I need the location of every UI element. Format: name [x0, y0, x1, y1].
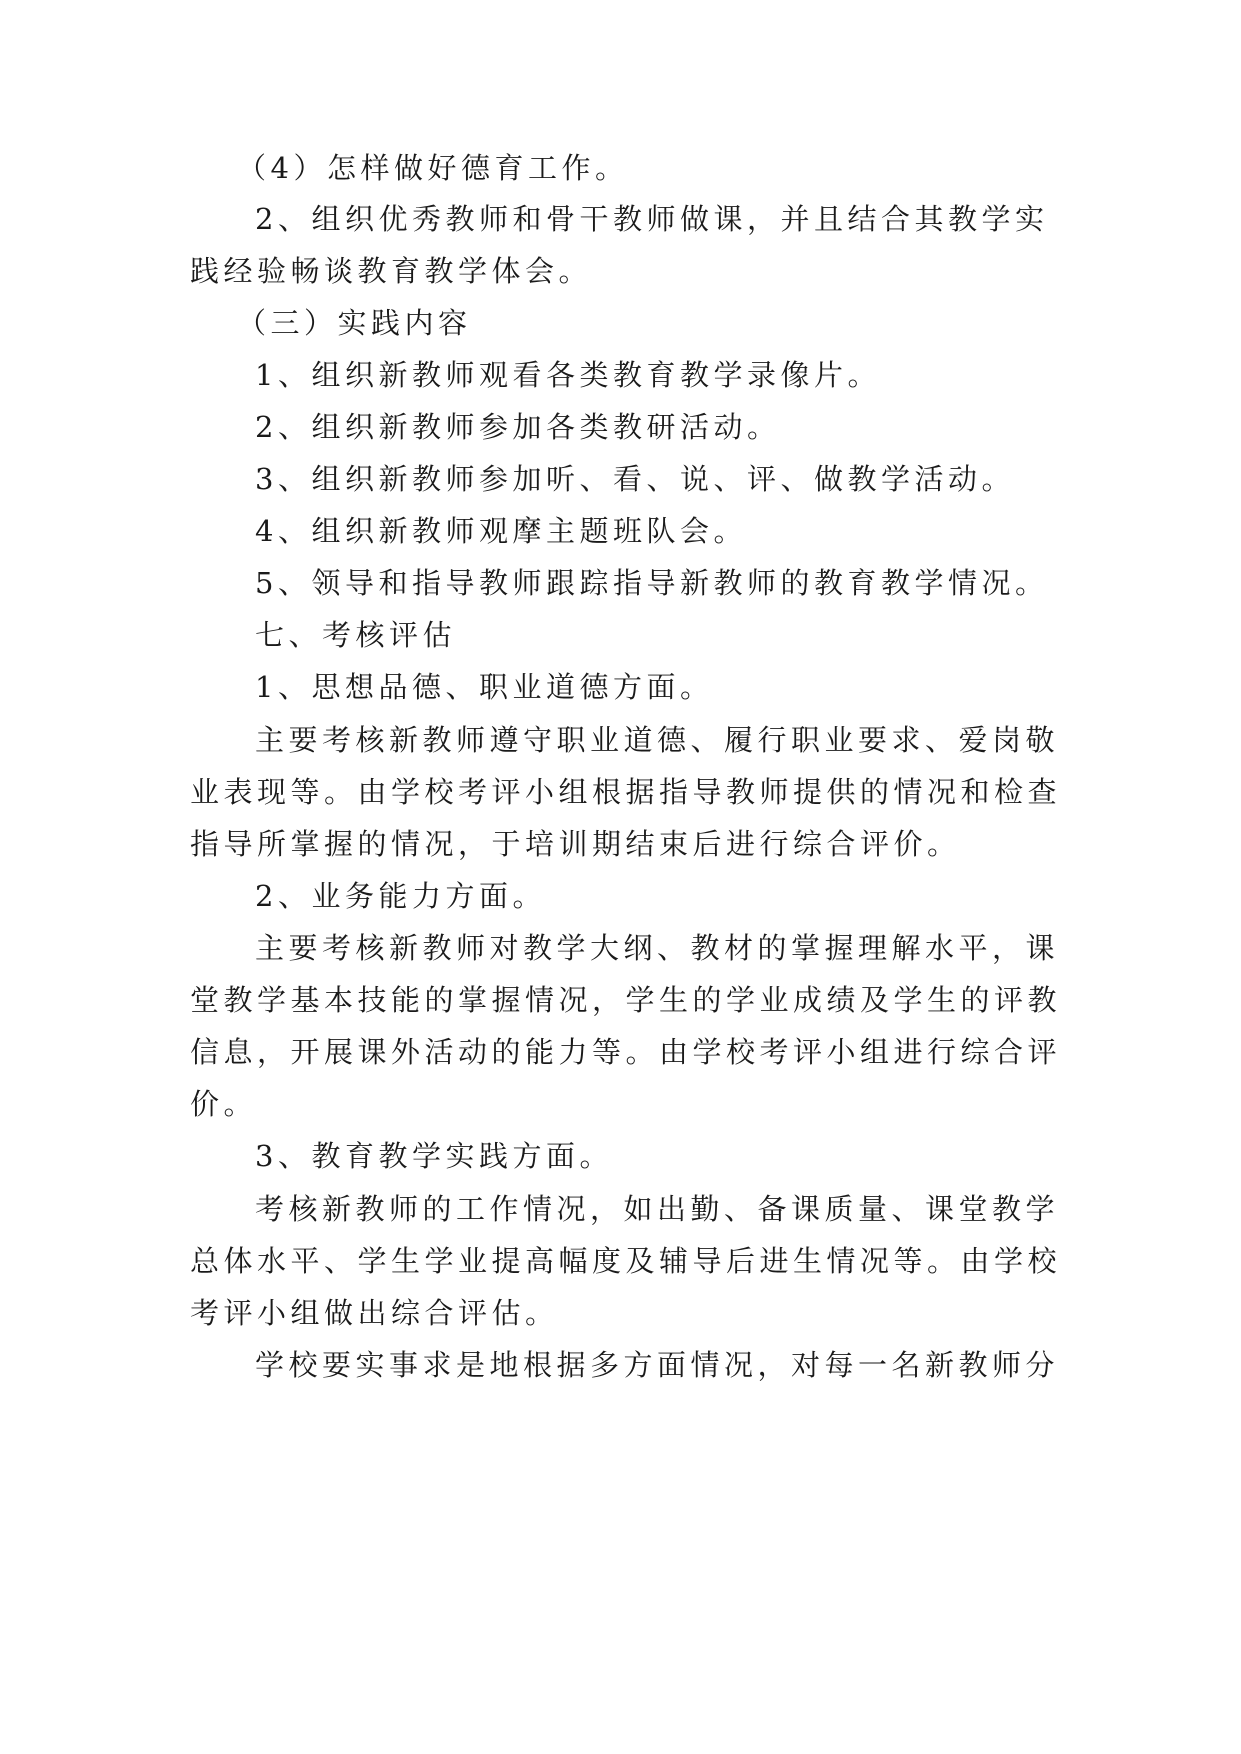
paragraph-line: 践经验畅谈教育教学体会。 — [190, 254, 593, 288]
list-item: 3、组织新教师参加听、看、说、评、做教学活动。 — [255, 462, 1015, 496]
paragraph-line: 2、组织优秀教师和骨干教师做课，并且结合其教学实 — [255, 202, 1049, 236]
subsection-heading: 3、教育教学实践方面。 — [255, 1139, 613, 1173]
paragraph-line: 考评小组做出综合评估。 — [190, 1296, 559, 1330]
list-item: 5、领导和指导教师跟踪指导新教师的教育教学情况。 — [255, 566, 1049, 600]
paragraph-line: 学校要实事求是地根据多方面情况，对每一名新教师分 — [255, 1348, 1060, 1382]
list-item: 2、组织新教师参加各类教研活动。 — [255, 410, 781, 444]
section-heading: 七、考核评估 — [255, 618, 457, 652]
paragraph-line: 价。 — [190, 1087, 258, 1121]
paragraph-line: 总体水平、学生学业提高幅度及辅导后进生情况等。由学校 — [190, 1244, 1062, 1278]
paragraph-line: 指导所掌握的情况，于培训期结束后进行综合评价。 — [190, 827, 961, 861]
subsection-heading: 2、业务能力方面。 — [255, 879, 546, 913]
subsection-heading: 1、思想品德、职业道德方面。 — [255, 670, 714, 704]
paragraph-line: 堂教学基本技能的掌握情况，学生的学业成绩及学生的评教 — [190, 983, 1062, 1017]
paragraph-line: 业表现等。由学校考评小组根据指导教师提供的情况和检查 — [190, 775, 1062, 809]
paragraph-line: 考核新教师的工作情况，如出勤、备课质量、课堂教学 — [255, 1192, 1060, 1226]
list-item: 4、组织新教师观摩主题班队会。 — [255, 514, 747, 548]
paragraph-line: 主要考核新教师对教学大纲、教材的掌握理解水平，课 — [255, 931, 1060, 965]
paragraph-line: 信息，开展课外活动的能力等。由学校考评小组进行综合评 — [190, 1035, 1062, 1069]
paragraph-line: 主要考核新教师遵守职业道德、履行职业要求、爱岗敬 — [255, 723, 1060, 757]
paragraph-line: （4）怎样做好德育工作。 — [237, 151, 629, 185]
section-heading: （三）实践内容 — [237, 306, 472, 340]
list-item: 1、组织新教师观看各类教育教学录像片。 — [255, 358, 881, 392]
